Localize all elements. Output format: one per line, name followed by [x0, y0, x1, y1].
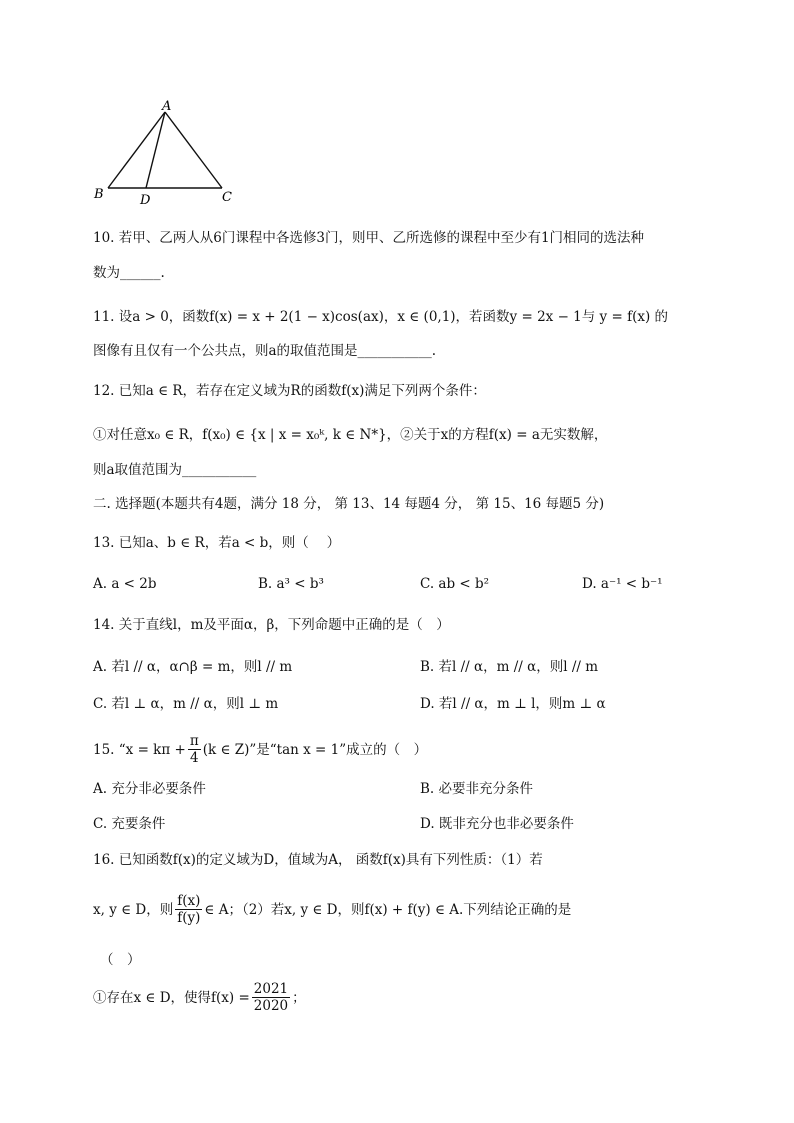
q13-stem: 13. 已知a、b ∈ R，若a < b，则（ ）: [93, 535, 341, 551]
q14-option-a: A. 若l // α，α∩β = m，则l // m: [93, 659, 293, 675]
q13-option-a: A. a < 2b: [93, 576, 157, 592]
q16-line2-pre: x, y ∈ D，则: [93, 901, 174, 918]
vertex-label-c: C: [222, 190, 232, 205]
point-label-d: D: [140, 193, 151, 208]
q11-line2: 图像有且仅有一个公共点，则a的取值范围是___________.: [93, 343, 437, 359]
q13-option-c: C. ab < b²: [420, 576, 490, 592]
q12-line2: ①对任意x₀ ∈ R，f(x₀) ∈ {x | x = x₀ᵏ, k ∈ N*}，②关于x的方程f(x) = a无实数解，: [93, 427, 608, 443]
q15-option-d: D. 既非充分也非必要条件: [420, 816, 574, 832]
q10-line2: 数为______.: [93, 265, 165, 281]
vertex-label-a: A: [162, 99, 172, 114]
q10-line1: 10. 若甲、乙两人从6门课程中各选修3门，则甲、乙所选修的课程中至少有1门相同的选法种: [93, 230, 645, 246]
q16-item1-post: ；: [292, 989, 306, 1006]
q16-fraction: [175, 893, 202, 926]
q13-option-b: B. a³ < b³: [258, 576, 324, 592]
q12-line3: 则a取值范围为___________: [93, 462, 257, 478]
q15-stem-pre: 15. “x = kπ +: [93, 741, 186, 758]
q15-option-c: C. 充要条件: [93, 816, 166, 832]
q14-option-b: B. 若l // α，m // α，则l // m: [420, 659, 599, 675]
q16-line2-post: ∈ A；（2）若x, y ∈ D，则f(x) + f(y) ∈ A.下列结论正确的是: [204, 901, 572, 918]
q14-stem: 14. 关于直线l，m及平面α，β，下列命题中正确的是（ ）: [93, 617, 450, 633]
q11-line1: 11. 设a > 0，函数f(x) = x + 2(1 − x)cos(ax)，x ∈ (0,1)，若函数y = 2x − 1与 y = f(x) 的: [93, 309, 669, 325]
section-heading: 二. 选择题(本题共有4题，满分 18 分， 第 13、14 每题4 分， 第 15、16 每题5 分): [93, 496, 605, 512]
q16-item1-numerator: 2021: [253, 981, 289, 997]
q16-fraction-denominator: f(y): [177, 910, 201, 926]
side-ab: [108, 112, 165, 188]
q15-fraction-numerator: π: [189, 733, 199, 749]
q16-item1: [93, 981, 306, 1014]
q13-option-d: D. a⁻¹ < b⁻¹: [582, 576, 663, 592]
q15-stem-post: (k ∈ Z)”是“tan x = 1”成立的（ ）: [202, 741, 428, 758]
q15-stem: [93, 733, 427, 766]
q14-option-c: C. 若l ⊥ α，m // α，则l ⊥ m: [93, 696, 279, 712]
q16-line3: （ ）: [100, 952, 141, 968]
q16-item1-denominator: 2020: [253, 998, 289, 1014]
segment-ad: [146, 112, 165, 188]
q15-fraction: [188, 733, 201, 766]
q15-option-b: B. 必要非充分条件: [420, 781, 534, 797]
q14-option-d: D. 若l // α，m ⊥ l，则m ⊥ α: [420, 696, 606, 712]
q16-line2: [93, 893, 571, 926]
q15-fraction-denominator: 4: [189, 750, 199, 766]
q16-item1-fraction: [252, 981, 290, 1014]
q16-line1: 16. 已知函数f(x)的定义域为D，值域为A， 函数f(x)具有下列性质：（1）若: [93, 852, 543, 868]
side-ac: [165, 112, 222, 188]
q15-option-a: A. 充分非必要条件: [93, 781, 206, 797]
q16-item1-pre: ①存在x ∈ D，使得f(x) =: [93, 989, 250, 1006]
triangle-figure: [90, 96, 250, 208]
q16-fraction-numerator: f(x): [175, 893, 202, 910]
vertex-label-b: B: [94, 187, 104, 202]
q12-line1: 12. 已知a ∈ R，若存在定义域为R的函数f(x)满足下列两个条件：: [93, 383, 486, 399]
